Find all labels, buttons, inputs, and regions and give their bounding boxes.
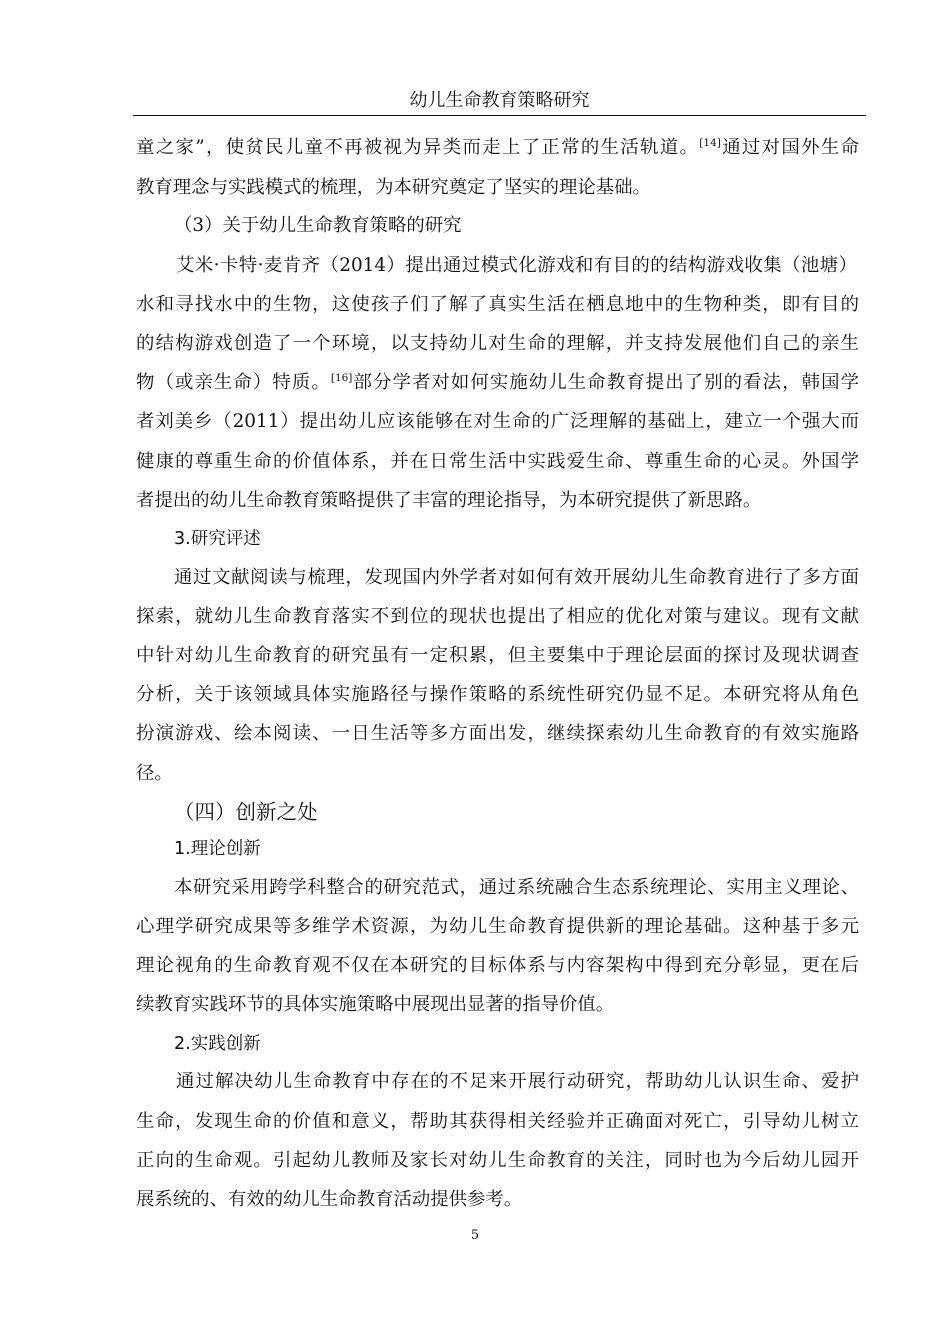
citation-ref: [14] (699, 137, 721, 149)
body-line: 理论视角的生命教育观不仅在本研究的目标体系与内容架构中得到充分彰显，更在后 (136, 955, 859, 976)
body-line: 教育理念与实践模式的梳理，为本研究奠定了坚实的理论基础。 (136, 177, 651, 198)
page-number: 5 (470, 1228, 480, 1243)
body-line: 生命，发现生命的价值和意义，帮助其获得相关经验并正确面对死亡，引导幼儿树立 (136, 1111, 859, 1132)
body-line: 的结构游戏创造了一个环境，以支持幼儿对生命的理解，并支持发展他们自己的亲生 (136, 333, 859, 354)
body-line: 正向的生命观。引起幼儿教师及家长对幼儿生命教育的关注，同时也为今后幼儿园开 (136, 1150, 859, 1171)
body-line: 健康的尊重生命的价值体系，并在日常生活中实践爱生命、尊重生命的心灵。外国学 (136, 451, 859, 472)
body-line: 径。 (136, 763, 173, 784)
body-line: 探索，就幼儿生命教育落实不到位的现状也提出了相应的优化对策与建议。现有文献 (136, 606, 859, 627)
body-line: 水和寻找水中的生物，这使孩子们了解了真实生活在栖息地中的生物种类，即有目的 (136, 294, 859, 315)
citation-ref: [16] (330, 372, 353, 384)
body-line: 童之家”，使贫民儿童不再被视为异类而走上了正常的生活轨道。[14]通过对国外生命 (136, 137, 859, 158)
body-line: 展系统的、有效的幼儿生命教育活动提供参考。 (136, 1189, 523, 1210)
body-line: 通过文献阅读与梳理，发现国内外学者对如何有效开展幼儿生命教育进行了多方面 (174, 567, 859, 588)
subsection-heading: （3）关于幼儿生命教育策略的研究 (174, 215, 462, 236)
body-line: 扮演游戏、绘本阅读、一日生活等多方面出发，继续探索幼儿生命教育的有效实施路 (136, 723, 859, 744)
body-line: 中针对幼儿生命教育的研究虽有一定积累，但主要集中于理论层面的探讨及现状调查 (136, 645, 859, 666)
body-line: 者刘美乡（2011）提出幼儿应该能够在对生命的广泛理解的基础上，建立一个强大而 (136, 411, 859, 432)
section-heading: 2.实践创新 (174, 1034, 261, 1054)
chapter-heading: （四）创新之处 (174, 800, 318, 824)
body-line: 者提出的幼儿生命教育策略提供了丰富的理论指导，为本研究提供了新思路。 (136, 490, 762, 511)
section-heading: 1.理论创新 (174, 839, 261, 859)
section-heading: 3.研究评述 (174, 529, 261, 549)
running-header: 幼儿生命教育策略研究 (409, 90, 590, 111)
body-line: 物（或亲生命）特质。[16]部分学者对如何实施幼儿生命教育提出了别的看法，韩国学 (136, 372, 859, 393)
body-line: 艾米·卡特·麦肯齐（2014）提出通过模式化游戏和有目的的结构游戏收集（池塘） (176, 255, 857, 276)
body-line: 分析，关于该领域具体实施路径与操作策略的系统性研究仍显不足。本研究将从角色 (136, 684, 859, 705)
body-line: 心理学研究成果等多维学术资源，为幼儿生命教育提供新的理论基础。这种基于多元 (136, 916, 859, 937)
header-rule (133, 115, 866, 116)
body-line: 续教育实践环节的具体实施策略中展现出显著的指导价值。 (136, 994, 615, 1015)
body-line: 通过解决幼儿生命教育中存在的不足来开展行动研究，帮助幼儿认识生命、爱护 (176, 1071, 859, 1092)
body-line: 本研究采用跨学科整合的研究范式，通过系统融合生态系统理论、实用主义理论、 (174, 877, 859, 898)
